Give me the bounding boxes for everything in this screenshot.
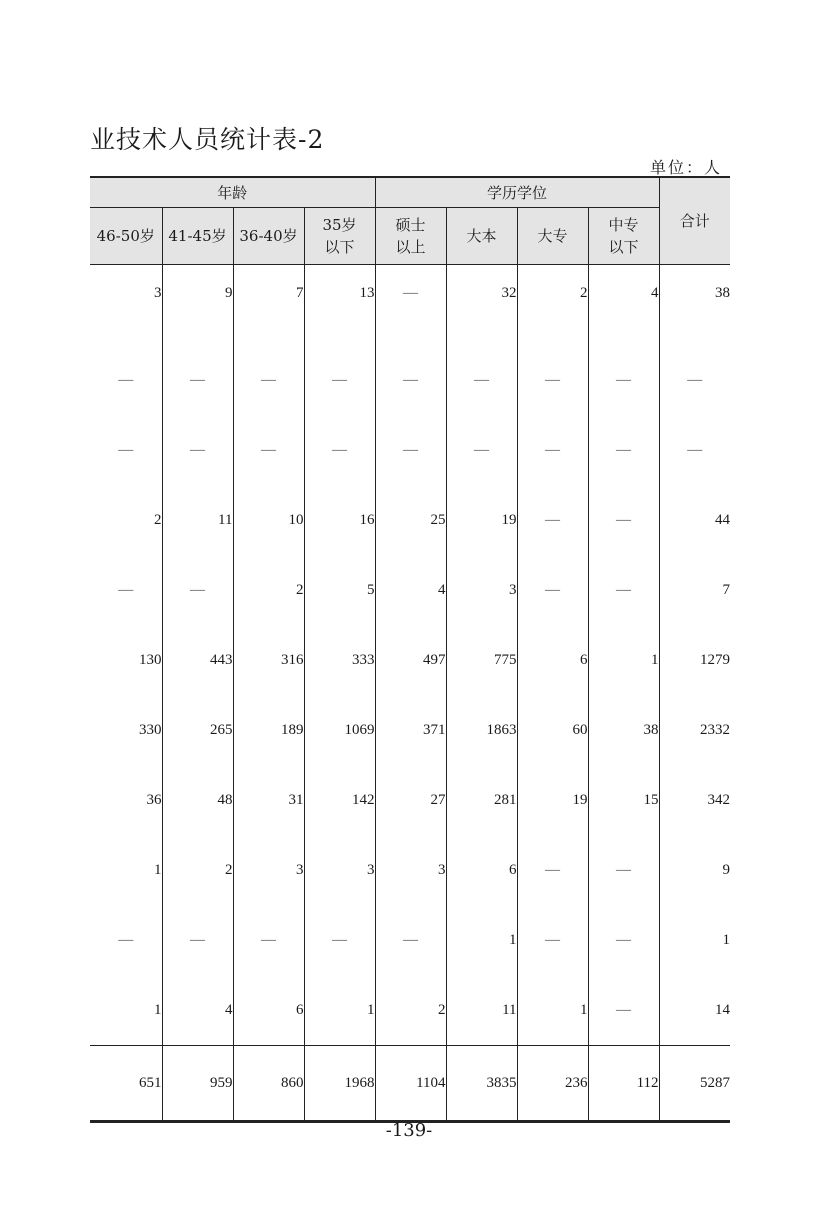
table-cell: — xyxy=(588,975,659,1046)
table-row xyxy=(90,625,730,695)
table-cell: 860 xyxy=(233,1046,304,1122)
group-header-education: 学历学位 xyxy=(375,177,659,208)
column-header-line: 41-45岁 xyxy=(168,227,227,245)
table-cell: 5287 xyxy=(659,1046,730,1122)
table-cell: — xyxy=(375,415,446,485)
table-cell: 60 xyxy=(517,695,588,765)
table-cell: 2 xyxy=(162,835,233,905)
table-cell: 1968 xyxy=(304,1046,375,1122)
table-cell: 651 xyxy=(90,1046,162,1122)
table-row xyxy=(90,695,730,765)
column-header xyxy=(304,208,375,265)
table-row xyxy=(90,835,730,905)
column-header xyxy=(90,208,162,265)
table-cell: 38 xyxy=(659,265,730,346)
group-header-age: 年龄 xyxy=(90,177,375,208)
column-header xyxy=(233,208,304,265)
table-cell: 9 xyxy=(162,265,233,346)
column-header-line: 大本 xyxy=(466,227,497,245)
column-header xyxy=(375,208,446,265)
table-cell: 3 xyxy=(304,835,375,905)
table-cell: 19 xyxy=(446,485,517,555)
table-cell: 5 xyxy=(304,555,375,625)
table-cell: 775 xyxy=(446,625,517,695)
table-cell: 44 xyxy=(659,485,730,555)
table-cell: 25 xyxy=(375,485,446,555)
table-cell: — xyxy=(304,345,375,415)
table-cell: 112 xyxy=(588,1046,659,1122)
table-cell: — xyxy=(659,415,730,485)
table-cell: 497 xyxy=(375,625,446,695)
column-header xyxy=(446,208,517,265)
table-cell: — xyxy=(659,345,730,415)
table-cell: — xyxy=(588,555,659,625)
table-cell: 1 xyxy=(517,975,588,1046)
table-cell: — xyxy=(162,345,233,415)
table-cell: 7 xyxy=(659,555,730,625)
table-cell: 959 xyxy=(162,1046,233,1122)
table-cell: 4 xyxy=(375,555,446,625)
table-cell: 38 xyxy=(588,695,659,765)
table-cell: — xyxy=(375,905,446,975)
table-cell: 3 xyxy=(233,835,304,905)
table-cell: 330 xyxy=(90,695,162,765)
table-cell: 1 xyxy=(659,905,730,975)
table-cell: — xyxy=(588,485,659,555)
table-cell: — xyxy=(233,905,304,975)
table-cell: — xyxy=(162,555,233,625)
table-cell: 48 xyxy=(162,765,233,835)
table-cell: — xyxy=(162,415,233,485)
table-row xyxy=(90,905,730,975)
column-header-line: 硕士 xyxy=(395,216,426,234)
table-cell: 3 xyxy=(90,265,162,346)
table-cell: 1104 xyxy=(375,1046,446,1122)
table-cell: — xyxy=(304,905,375,975)
table-cell: 27 xyxy=(375,765,446,835)
table-cell: — xyxy=(588,345,659,415)
table-cell: — xyxy=(90,905,162,975)
table-cell: 1 xyxy=(304,975,375,1046)
total-row xyxy=(90,1046,730,1122)
statistics-table xyxy=(90,176,730,1123)
table-cell: 236 xyxy=(517,1046,588,1122)
table-cell: — xyxy=(446,415,517,485)
table-cell: — xyxy=(90,415,162,485)
table-cell: — xyxy=(233,345,304,415)
table-cell: 6 xyxy=(517,625,588,695)
table-cell: 4 xyxy=(162,975,233,1046)
table-cell: 3 xyxy=(446,555,517,625)
table-cell: 1 xyxy=(90,835,162,905)
table-cell: 2 xyxy=(233,555,304,625)
table-cell: — xyxy=(517,345,588,415)
table-cell: 1 xyxy=(90,975,162,1046)
table-cell: 6 xyxy=(446,835,517,905)
table-cell: 2 xyxy=(375,975,446,1046)
table-cell: — xyxy=(517,415,588,485)
table-cell: 443 xyxy=(162,625,233,695)
column-header-line: 35岁 xyxy=(322,216,357,234)
table-cell: — xyxy=(588,415,659,485)
column-header xyxy=(162,208,233,265)
table-cell: 281 xyxy=(446,765,517,835)
page-number: -139- xyxy=(385,1120,433,1141)
table-cell: 265 xyxy=(162,695,233,765)
table-cell: 31 xyxy=(233,765,304,835)
column-header-line: 以下 xyxy=(608,238,639,256)
column-header-line: 以上 xyxy=(395,238,426,256)
table-cell: 15 xyxy=(588,765,659,835)
table-cell: 3 xyxy=(375,835,446,905)
table-cell: 1863 xyxy=(446,695,517,765)
table-cell: 11 xyxy=(162,485,233,555)
table-cell: 333 xyxy=(304,625,375,695)
table-row xyxy=(90,415,730,485)
table-cell: 342 xyxy=(659,765,730,835)
table-row xyxy=(90,975,730,1046)
page-title: 业技术人员统计表-2 xyxy=(90,125,325,154)
table-cell: 10 xyxy=(233,485,304,555)
column-header xyxy=(517,208,588,265)
table-cell: 7 xyxy=(233,265,304,346)
table-cell: 6 xyxy=(233,975,304,1046)
column-header-line: 以下 xyxy=(324,238,355,256)
unit-label: 单位：人 xyxy=(649,158,722,177)
table-row xyxy=(90,265,730,346)
table-cell: 1 xyxy=(588,625,659,695)
table-cell: 16 xyxy=(304,485,375,555)
table-cell: 316 xyxy=(233,625,304,695)
table-cell: 11 xyxy=(446,975,517,1046)
header-total: 合计 xyxy=(659,177,730,265)
table-cell: 2332 xyxy=(659,695,730,765)
table-cell: 14 xyxy=(659,975,730,1046)
table-row xyxy=(90,765,730,835)
table-row xyxy=(90,555,730,625)
table-cell: — xyxy=(517,835,588,905)
table-cell: 19 xyxy=(517,765,588,835)
table-row xyxy=(90,485,730,555)
table-cell: 189 xyxy=(233,695,304,765)
table-cell: 1279 xyxy=(659,625,730,695)
table-cell: 13 xyxy=(304,265,375,346)
table-cell: — xyxy=(517,905,588,975)
table-cell: 1069 xyxy=(304,695,375,765)
table-cell: — xyxy=(446,345,517,415)
column-header xyxy=(588,208,659,265)
table-cell: — xyxy=(162,905,233,975)
table-cell: 1 xyxy=(446,905,517,975)
table-cell: 4 xyxy=(588,265,659,346)
table-row xyxy=(90,345,730,415)
table-cell: 36 xyxy=(90,765,162,835)
table-cell: — xyxy=(517,485,588,555)
table-cell: 142 xyxy=(304,765,375,835)
table-cell: — xyxy=(375,265,446,346)
table-cell: 2 xyxy=(517,265,588,346)
table-cell: — xyxy=(588,835,659,905)
table-cell: — xyxy=(588,905,659,975)
table-cell: — xyxy=(90,555,162,625)
column-header-line: 36-40岁 xyxy=(239,227,298,245)
column-header-line: 46-50岁 xyxy=(96,227,155,245)
table-cell: — xyxy=(517,555,588,625)
table-cell: — xyxy=(375,345,446,415)
table-cell: 9 xyxy=(659,835,730,905)
table-cell: 130 xyxy=(90,625,162,695)
table-cell: — xyxy=(304,415,375,485)
table-cell: 32 xyxy=(446,265,517,346)
table-cell: 2 xyxy=(90,485,162,555)
table-cell: — xyxy=(90,345,162,415)
table-cell: — xyxy=(233,415,304,485)
table-cell: 3835 xyxy=(446,1046,517,1122)
column-header-line: 中专 xyxy=(608,216,639,234)
column-header-line: 大专 xyxy=(537,227,568,245)
table-cell: 371 xyxy=(375,695,446,765)
